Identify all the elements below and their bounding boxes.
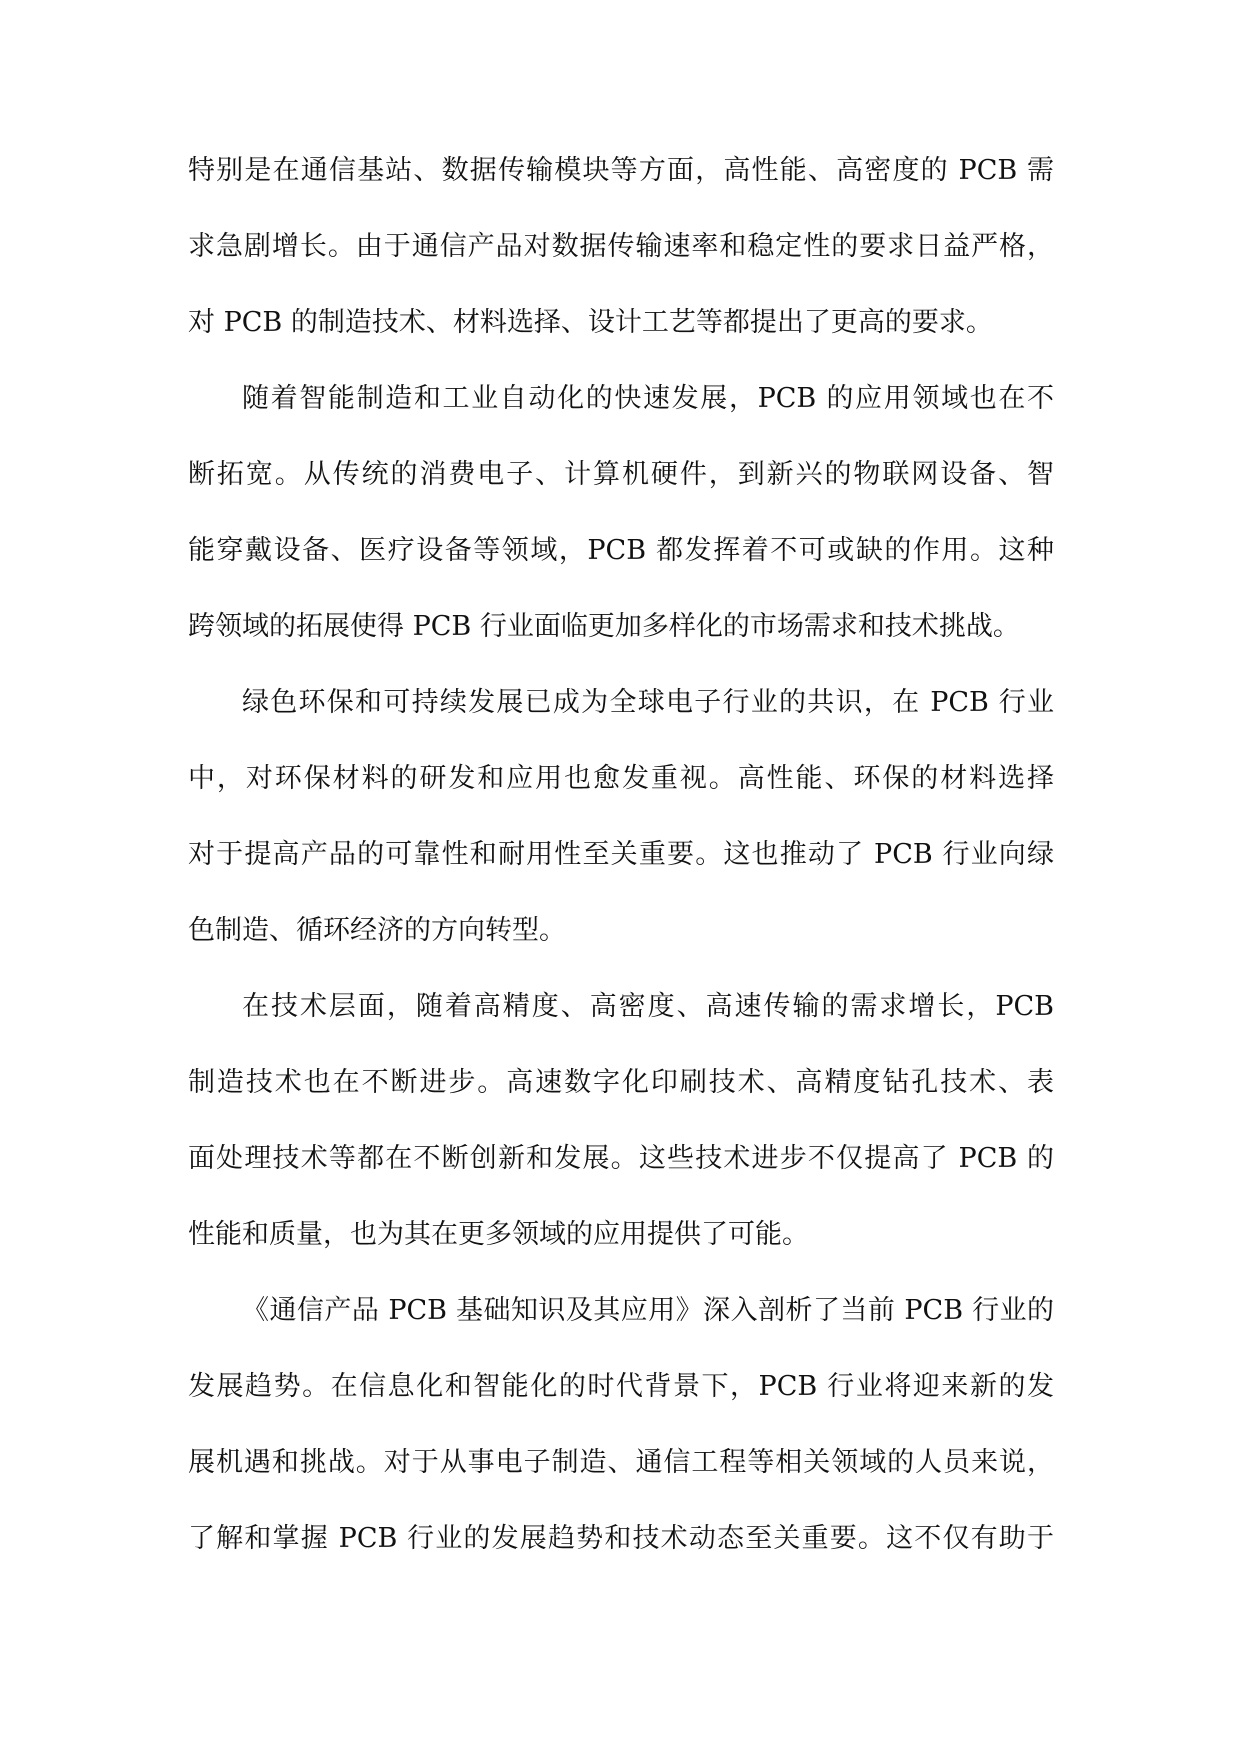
text-line: 绿色环保和可持续发展已成为全球电子行业的共识，在 PCB 行业 [242, 687, 1054, 718]
text-line: 面处理技术等都在不断创新和发展。这些技术进步不仅提高了 PCB 的 [188, 1143, 1054, 1174]
text-line: 《通信产品 PCB 基础知识及其应用》深入剖析了当前 PCB 行业的 [242, 1295, 1054, 1326]
text-line: 在技术层面，随着高精度、高密度、高速传输的需求增长，PCB [242, 991, 1054, 1022]
text-line: 中，对环保材料的研发和应用也愈发重视。高性能、环保的材料选择 [188, 763, 1054, 794]
text-line: 性能和质量，也为其在更多领域的应用提供了可能。 [188, 1219, 809, 1250]
text-line: 跨领域的拓展使得 PCB 行业面临更加多样化的市场需求和技术挑战。 [188, 611, 1020, 642]
text-line: 能穿戴设备、医疗设备等领域，PCB 都发挥着不可或缺的作用。这种 [188, 535, 1054, 566]
text-line: 发展趋势。在信息化和智能化的时代背景下，PCB 行业将迎来新的发 [188, 1371, 1054, 1402]
document-body [188, 145, 1054, 1589]
text-line: 对 PCB 的制造技术、材料选择、设计工艺等都提出了更高的要求。 [188, 307, 993, 338]
text-line: 特别是在通信基站、数据传输模块等方面，高性能、高密度的 PCB 需 [188, 155, 1054, 186]
text-line: 对于提高产品的可靠性和耐用性至关重要。这也推动了 PCB 行业向绿 [188, 839, 1054, 870]
text-line: 色制造、循环经济的方向转型。 [188, 915, 566, 946]
text-line: 断拓宽。从传统的消费电子、计算机硬件，到新兴的物联网设备、智 [188, 459, 1054, 490]
text-line: 展机遇和挑战。对于从事电子制造、通信工程等相关领域的人员来说， [188, 1447, 1054, 1478]
text-line: 随着智能制造和工业自动化的快速发展，PCB 的应用领域也在不 [242, 383, 1054, 414]
text-line: 求急剧增长。由于通信产品对数据传输速率和稳定性的要求日益严格， [188, 231, 1054, 262]
text-line: 制造技术也在不断进步。高速数字化印刷技术、高精度钻孔技术、表 [188, 1067, 1054, 1098]
text-line: 了解和掌握 PCB 行业的发展趋势和技术动态至关重要。这不仅有助于 [188, 1523, 1054, 1554]
